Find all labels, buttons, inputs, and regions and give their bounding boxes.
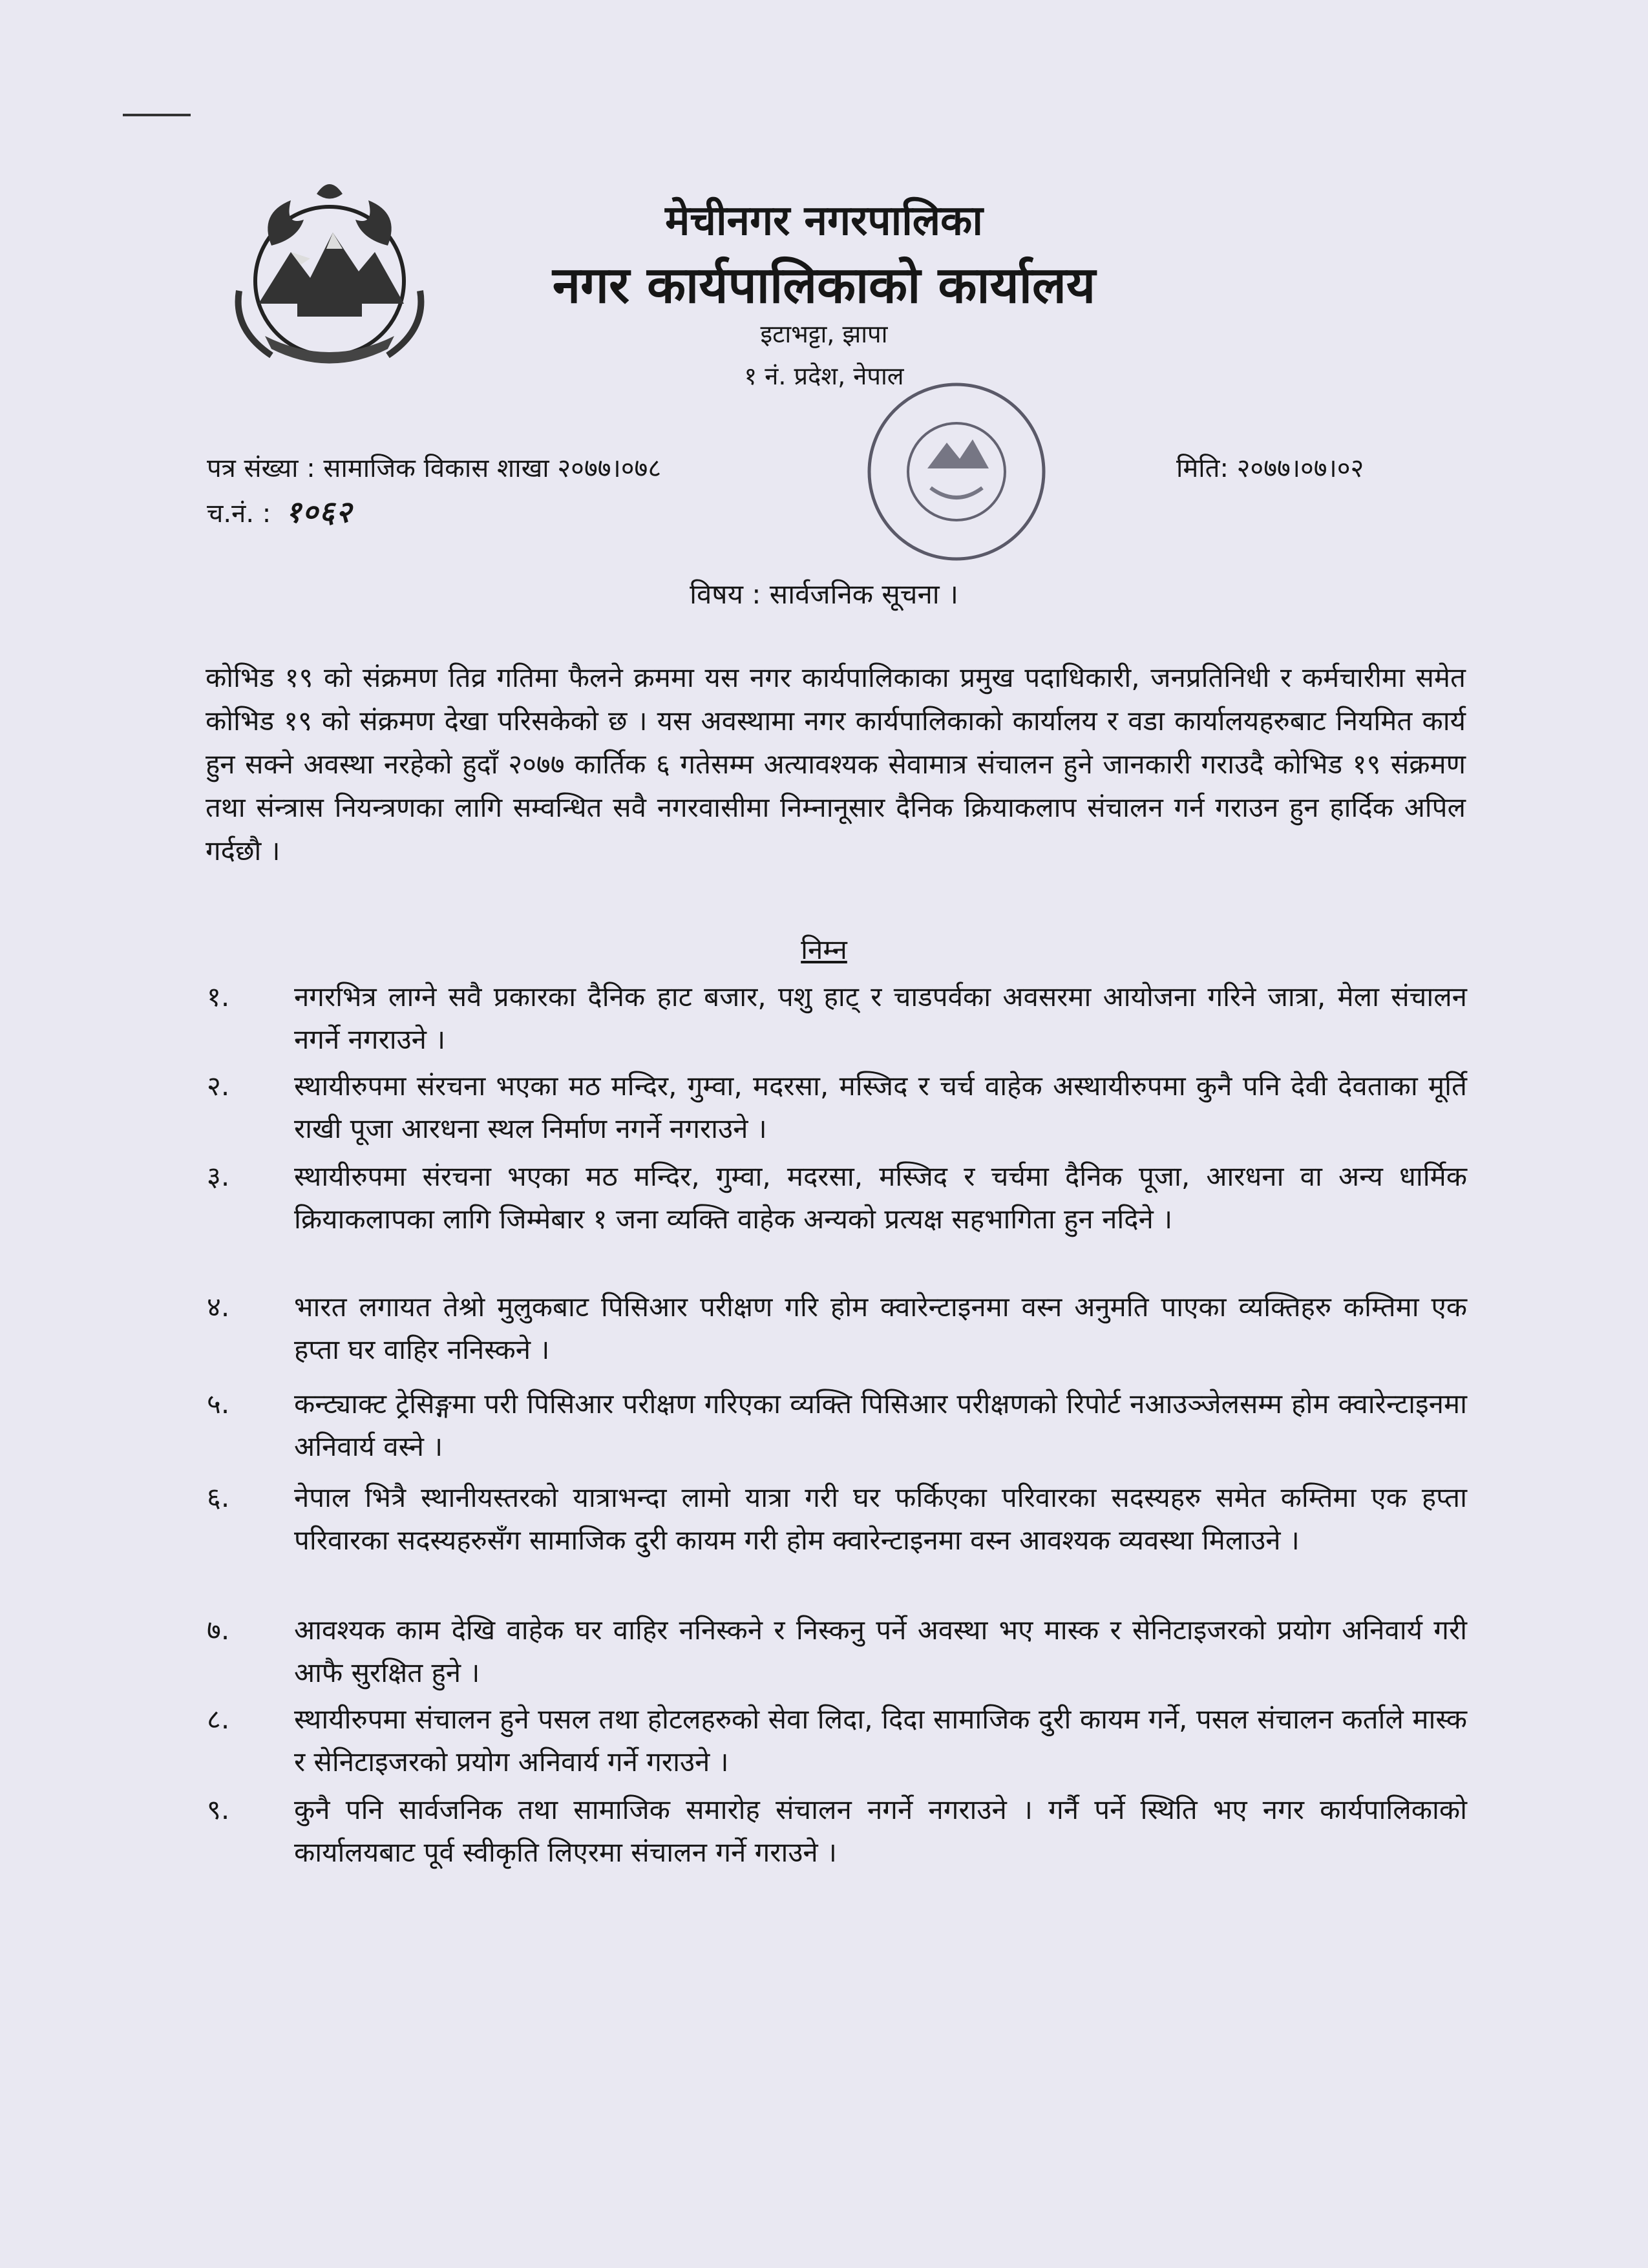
list-item-text: स्थायीरुपमा संरचना भएका मठ मन्दिर, गुम्वा, मदरसा, मस्जिद र चर्च वाहेक अस्थायीरुपमा कुनै पनि देवी देवताका मूर्ति राखी पूजा आरधना स्थल निर्माण नगर्ने नगराउने । bbox=[294, 1070, 1467, 1144]
address-line-1: इटाभट्टा, झापा bbox=[760, 320, 888, 348]
list-item-number: १. bbox=[207, 981, 230, 1013]
office-seal-stamp-icon bbox=[853, 359, 1066, 591]
body-paragraph: कोभिड १९ को संक्रमण तिव्र गतिमा फैलने क्रममा यस नगर कार्यपालिकाका प्रमुख पदाधिकारी, जनप्रतिनिधी र कर्मचारीमा समेत कोभिड १९ को संक्रमण देखा परिसकेको छ । यस अवस्थामा नगर कार्यपालिकाको कार्यालय र वडा कार्यालयहरुबाट नियमित कार्य हुन सक्ने अवस्था नरहेको हुदाँ २०७७ कार्तिक ६ गतेसम्म अत्यावश्यक सेवामात्र संचालन हुने जानकारी गराउदै कोभिड १९ संक्रमण तथा संन्त्रास नियन्त्रणका लागि सम्वन्धित सवै नगरवासीमा निम्नानूसार दैनिक क्रियाकलाप संचालन गर्न गराउन हुन हार्दिक अपिल गर्दछौ । bbox=[206, 662, 1466, 866]
list-item-number: ८. bbox=[207, 1703, 230, 1735]
dispatch-number-value: १०६२ bbox=[285, 494, 353, 529]
list-item-text: भारत लगायत तेश्रो मुलुकबाट पिसिआर परीक्षण गरि होम क्वारेन्टाइनमा वस्न अनुमति पाएका व्यक्तिहरु कम्तिमा एक हप्ता घर वाहिर ननिस्कने । bbox=[294, 1291, 1467, 1365]
list-item-text: नेपाल भित्रै स्थानीयस्तरको यात्राभन्दा लामो यात्रा गरी घर फर्किएका परिवारका सदस्यहरु समेत कम्तिमा एक हप्ता परिवारका सदस्यहरुसँग सामाजिक दुरी कायम गरी होम क्वारेन्टाइनमा वस्न आवश्यक व्यवस्था मिलाउने । bbox=[294, 1482, 1467, 1556]
address-line-2: १ नं. प्रदेश, नेपाल bbox=[744, 362, 904, 390]
list-item-number: २. bbox=[207, 1070, 230, 1102]
list-item-number: ५. bbox=[207, 1388, 230, 1420]
list-item-number: ९. bbox=[207, 1794, 230, 1825]
dispatch-number-label: च.नं. : bbox=[207, 499, 271, 529]
letter-number: पत्र संख्या : सामाजिक विकास शाखा २०७७।०७८ bbox=[207, 454, 662, 483]
subject-line: विषय : सार्वजनिक सूचना । bbox=[690, 578, 958, 610]
list-item-text: स्थायीरुपमा संचालन हुने पसल तथा होटलहरुको सेवा लिदा, दिदा सामाजिक दुरी कायम गर्ने, पसल संचालन कर्ताले मास्क र सेनिटाइजरको प्रयोग अनिवार्य गर्ने गराउने । bbox=[294, 1703, 1467, 1778]
list-item-number: ६. bbox=[207, 1482, 230, 1513]
list-item-number: ४. bbox=[207, 1291, 230, 1323]
list-item-text: आवश्यक काम देखि वाहेक घर वाहिर ननिस्कने र निस्कनु पर्ने अवस्था भए मास्क र सेनिटाइजरको प्रयोग अनिवार्य गरी आफै सुरक्षित हुने । bbox=[294, 1614, 1467, 1688]
municipality-name: मेचीनगर नगरपालिका bbox=[665, 197, 983, 245]
list-item-text: नगरभित्र लाग्ने सवै प्रकारका दैनिक हाट बजार, पशु हाट् र चाडपर्वका अवसरमा आयोजना गरिने जात्रा, मेला संचालन नगर्ने नगराउने । bbox=[294, 981, 1467, 1055]
list-item-number: ३. bbox=[207, 1160, 230, 1192]
list-item-text: कन्ट्याक्ट ट्रेसिङ्गमा परी पिसिआर परीक्षण गरिएका व्यक्ति पिसिआर परीक्षणको रिपोर्ट नआउञ्जेलसम्म होम क्वारेन्टाइनमा अनिवार्य वस्ने । bbox=[294, 1388, 1467, 1462]
list-item-number: ७. bbox=[207, 1614, 230, 1646]
list-item-text: स्थायीरुपमा संरचना भएका मठ मन्दिर, गुम्वा, मदरसा, मस्जिद र चर्चमा दैनिक पूजा, आरधना वा अन्य धार्मिक क्रियाकलापका लागि जिम्मेबार १ जना व्यक्ति वाहेक अन्यको प्रत्यक्ष सहभागिता हुन नदिने । bbox=[294, 1160, 1467, 1235]
list-heading: निम्न bbox=[801, 934, 847, 965]
list-item-text: कुनै पनि सार्वजनिक तथा सामाजिक समारोह संचालन नगर्ने नगराउने । गर्नै पर्ने स्थिति भए नगर कार्यपालिकाको कार्यालयबाट पूर्व स्वीकृति लिएरमा संचालन गर्ने गराउने । bbox=[294, 1794, 1467, 1868]
letter-date: मिति: २०७७।०७।०२ bbox=[1176, 454, 1364, 483]
dispatch-number bbox=[207, 491, 353, 531]
office-name: नगर कार्यपालिकाको कार्यालय bbox=[552, 257, 1096, 315]
scan-mark bbox=[123, 114, 191, 116]
